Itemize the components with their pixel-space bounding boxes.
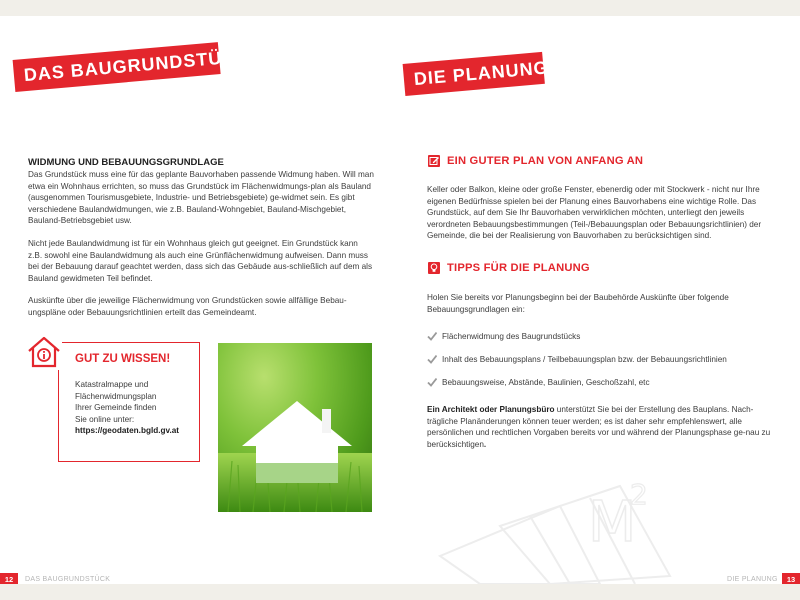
- info-line: Sie online unter:: [75, 414, 135, 424]
- checkmark-icon: [427, 377, 437, 387]
- house-on-grass-photo: [218, 343, 372, 512]
- architekt-rest: unterstützt Sie bei der Erstellung des Bauplans. Nach-trägliche Planänderungen können teuer werden; es ist daher sehr empfehlenswert, alle persönlichen und rechtlichen Vorgaben bereits vor und während der Planungsphase ge-nau zu berücksichtigen: [427, 405, 771, 449]
- good-to-know-box: [58, 342, 200, 462]
- info-line: Ihrer Gemeinde finden: [75, 403, 157, 413]
- paragraph-widmung-2: Nicht jede Baulandwidmung ist für ein Wohnhaus gleich gut geeignet. Ein Grundstück kann z.B. sowohl eine Baulandwidmung als auch eine Grünflächenwidmung aufweisen. Dann muss bei der Bebauung darauf geachtet werden, dass sich das Gebäude aus-schließlich auf dem als Bauland gewidmeten Teil befindet.: [28, 239, 373, 283]
- paragraph-widmung-1: Das Grundstück muss eine für das geplante Bauvorhaben passende Widmung haben. Will man etwa ein Wohnhaus errichten, so muss das Grundstück im Flächenwidmungs-plan als Bauland (ausgenommen Tourismusgebiete, Industrie- und Betriebsgebiete) ge-widmet sein. Es gibt verschiedene Baulandwidmungen, wie z.B. Bauland-Wohngebiet, Bauland-Mischgebiet, Bauland-Betriebsgebiet usw.: [28, 170, 374, 226]
- checklist-item: Inhalt des Bebauungsplans / Teilbebauungsplan bzw. der Bebauungsrichtlinien: [442, 355, 727, 364]
- house-info-icon: [26, 334, 62, 370]
- info-line: Katastralmappe und: [75, 380, 149, 389]
- left-page-banner: DAS BAUGRUNDSTÜCK: [13, 42, 221, 92]
- paragraph-widmung-3: Auskünfte über die jeweilige Flächenwidmung von Grundstücken sowie allfällige Bebau-ungspläne oder Bebauungsrichtlinien erteilt das Gemeindeamt.: [28, 296, 347, 317]
- good-to-know-text: [75, 379, 199, 437]
- right-page-banner: DIE PLANUNG: [403, 52, 545, 96]
- architekt-end: .: [483, 439, 487, 449]
- good-to-know-title: GUT ZU WISSEN!: [75, 353, 171, 365]
- floorplan-decoration: [420, 456, 720, 584]
- paragraph-tipps-intro: Holen Sie bereits vor Planungsbeginn bei der Baubehörde Auskünfte über folgende Bebauungsgrundlagen ein:: [427, 293, 729, 314]
- page-number-left: 12: [0, 573, 18, 584]
- checkmark-icon: [427, 331, 437, 341]
- page-number-right: 13: [782, 573, 800, 584]
- architekt-bold: Ein Architekt oder Planungsbüro: [427, 405, 555, 414]
- checklist-item: Bebauungsweise, Abstände, Baulinien, Geschoßzahl, etc: [442, 378, 650, 387]
- section-heading-widmung: WIDMUNG UND BEBAUUNGSGRUNDLAGE: [28, 157, 224, 168]
- footer-label-right: DIE PLANUNG: [727, 576, 778, 583]
- paragraph-architekt: [427, 404, 773, 450]
- brochure-spread: [0, 16, 800, 584]
- lightbulb-icon: [428, 262, 440, 274]
- edit-icon: [428, 155, 440, 167]
- geodaten-link[interactable]: https://geodaten.bgld.gv.at: [75, 426, 180, 436]
- m-letter-decoration: M: [588, 490, 637, 555]
- paragraph-guter-plan: Keller oder Balkon, kleine oder große Fenster, ebenerdig oder mit Stockwerk - nicht nur Ihre eigenen Bedürfnisse spielen bei der Planung eines Bauvorhabens eine wichtige Rolle. Das Grundstück, auf dem Sie Ihr Bauvorhaben verwirklichen möchten, unterliegt den jeweils verordneten Bebauungsbestimmungen (Teil-/Bebauungsplan oder Bebauungsrichtlinien) der Gemeinde, die bei der Realisierung von Bauvorhaben zu berücksichtigen sind.: [427, 185, 762, 241]
- checklist-item: Flächenwidmung des Baugrundstücks: [442, 332, 581, 341]
- info-line: Flächenwidmungsplan: [75, 391, 157, 401]
- checkmark-icon: [427, 354, 437, 364]
- heading-tipps: TIPPS FÜR DIE PLANUNG: [447, 262, 590, 274]
- footer-label-left: DAS BAUGRUNDSTÜCK: [25, 576, 111, 583]
- heading-guter-plan: EIN GUTER PLAN VON ANFANG AN: [447, 155, 644, 167]
- superscript-decoration: 2: [630, 478, 648, 511]
